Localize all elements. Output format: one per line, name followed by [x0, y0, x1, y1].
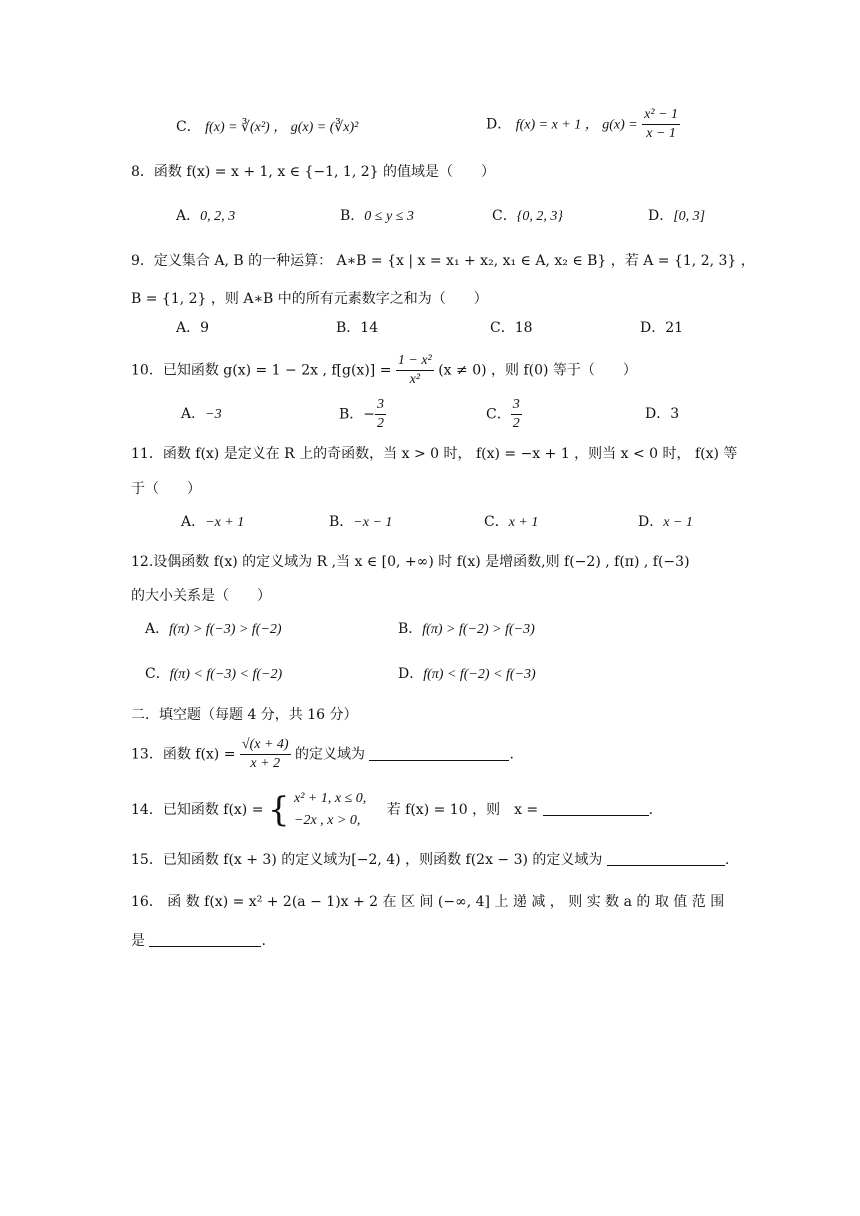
q11-option-c [484, 512, 538, 533]
q10-stem [131, 352, 637, 389]
option-text: −3 [205, 407, 222, 422]
option-label: D． [645, 406, 671, 422]
option-text: 21 [665, 320, 684, 336]
q13-fraction [240, 736, 291, 773]
fraction-numerator: 3 [511, 396, 522, 415]
option-label: A． [181, 406, 206, 422]
q7-option-c-label: C． [176, 119, 201, 135]
q12-stem-line2: 的大小关系是（ ） [131, 588, 271, 604]
option-label: B． [336, 320, 361, 336]
q10-stem-start: 10．已知函数 g(x) = 1 − 2x , f[g(x)] = [131, 362, 392, 379]
option-label: D． [648, 208, 674, 224]
q9-option-c [490, 318, 533, 338]
q10-option-d [645, 404, 679, 424]
fraction-numerator: 1 − x² [396, 352, 434, 371]
q14-stem [131, 788, 653, 832]
option-text: 18 [514, 320, 533, 336]
q13-answer-blank[interactable] [369, 746, 509, 761]
period: . [648, 802, 654, 818]
q11-option-d [638, 512, 693, 533]
q7-option-c [176, 117, 358, 138]
q11-stem-line2: 于（ ） [131, 481, 201, 497]
option-label: C． [145, 666, 170, 682]
q9-option-d [640, 318, 683, 338]
q16-stem-line2 [131, 931, 266, 951]
option-label: A． [145, 621, 170, 637]
option-label: D． [398, 666, 424, 682]
option-label: A． [176, 320, 201, 336]
option-label: B． [339, 406, 364, 423]
q14-piecewise [294, 788, 366, 832]
q7-option-d-fraction [642, 106, 680, 143]
option-label: B． [398, 621, 423, 637]
q7-option-d-math: f(x) = x + 1 ， g(x) = [515, 117, 638, 133]
option-label: C． [484, 514, 509, 530]
q8-option-b [340, 206, 414, 227]
option-text: x − 1 [663, 515, 693, 530]
fraction-denominator: x + 2 [250, 756, 281, 771]
q14-stem-end: 若 f(x) = 10 ，则 x = [386, 802, 539, 818]
piece-1: x² + 1, x ≤ 0, [294, 791, 367, 806]
q10-option-b [339, 396, 386, 433]
q14-stem-start: 14．已知函数 f(x) = [131, 802, 264, 818]
q16-answer-blank[interactable] [149, 932, 261, 947]
q12-option-b [398, 619, 535, 640]
q16-stem-text: 是 [131, 933, 145, 949]
q11-stem-line1: 11．函数 f(x) 是定义在 R 上的奇函数，当 x > 0 时， f(x) = −x + 1 ，则当 x < 0 时， f(x) 等 [131, 446, 738, 462]
option-sign: − [363, 406, 376, 423]
q8-stem: 8．函数 f(x) = x + 1, x ∈ {−1, 1, 2} 的值域是（ ） [131, 164, 495, 180]
option-label: C． [490, 320, 515, 336]
fraction-numerator: 3 [375, 396, 386, 415]
option-label: B． [340, 208, 365, 224]
fraction-denominator: x − 1 [646, 126, 676, 141]
q15-stem-text: 15．已知函数 f(x + 3) 的定义域为[−2, 4) ，则函数 f(2x − 3) 的定义域为 [131, 852, 603, 868]
fraction-denominator: x² [409, 372, 421, 387]
option-text: 3 [670, 406, 680, 422]
fraction-numerator: x² − 1 [642, 106, 680, 125]
option-text: 14 [360, 320, 379, 336]
q12-option-d [398, 664, 536, 685]
q8-option-a [176, 206, 235, 227]
left-brace: { [267, 790, 290, 830]
q12-stem-line1: 12.设偶函数 f(x) 的定义域为 R ,当 x ∈ [0, +∞) 时 f(x) 是增函数,则 f(−2) , f(π) , f(−3) [131, 554, 690, 570]
option-fraction [375, 396, 386, 433]
fraction-numerator: √(x + 4) [240, 736, 291, 755]
period: . [509, 746, 514, 763]
q9-option-b [336, 318, 378, 338]
q8-option-d [648, 206, 705, 227]
q7-option-d [486, 106, 680, 143]
q10-fraction [396, 352, 434, 389]
q13-stem-end: 的定义域为 [295, 746, 366, 763]
option-label: A． [176, 208, 201, 224]
option-text: f(π) < f(−3) < f(−2) [169, 667, 283, 682]
q15-answer-blank[interactable] [607, 851, 725, 866]
option-label: D． [640, 320, 666, 336]
q15-stem [131, 850, 729, 870]
fraction-denominator: 2 [512, 416, 520, 431]
q13-stem-start: 13．函数 f(x) = [131, 746, 236, 763]
option-text: f(π) < f(−2) < f(−3) [423, 667, 536, 682]
option-label: D． [638, 514, 664, 530]
q7-option-d-label: D． [486, 116, 512, 133]
option-text: f(π) > f(−3) > f(−2) [169, 622, 282, 637]
q8-option-c [492, 206, 563, 227]
section-heading: 二．填空题（每题 4 分，共 16 分） [131, 707, 358, 723]
option-text: {0, 2, 3} [516, 209, 563, 224]
option-text: 9 [200, 320, 210, 336]
option-fraction [511, 396, 522, 433]
option-text: [0, 3] [673, 209, 706, 224]
q10-stem-end: (x ≠ 0) ，则 f(0) 等于（ ） [438, 362, 637, 379]
option-text: f(π) > f(−2) > f(−3) [422, 622, 535, 637]
period: . [724, 852, 730, 868]
option-label: C． [486, 406, 511, 423]
piece-2: −2x , x > 0, [294, 813, 361, 828]
q11-option-b [329, 512, 392, 533]
q12-option-a [145, 619, 282, 640]
q12-option-c [145, 664, 282, 685]
option-text: 0 ≤ y ≤ 3 [364, 209, 414, 224]
q16-stem-line1: 16． 函 数 f(x) = x² + 2(a − 1)x + 2 在 区 间 (−∞, 4] 上 递 减 ， 则 实 数 a 的 取 值 范 围 [131, 894, 725, 910]
q13-stem [131, 736, 514, 773]
option-text: x + 1 [508, 515, 539, 530]
option-label: C． [492, 208, 517, 224]
q14-answer-blank[interactable] [543, 801, 649, 816]
fraction-denominator: 2 [377, 416, 385, 431]
option-text: −x − 1 [353, 515, 393, 530]
q9-option-a [176, 318, 209, 338]
q7-option-c-math: f(x) = ∛(x²) ， g(x) = (∛x)² [205, 120, 359, 135]
q10-option-a [181, 404, 222, 425]
option-text: −x + 1 [205, 515, 245, 530]
q11-option-a [181, 512, 244, 533]
period: . [261, 933, 266, 949]
option-text: 0, 2, 3 [200, 209, 236, 224]
option-label: A． [181, 514, 206, 530]
q10-option-c [486, 396, 522, 433]
option-label: B． [329, 514, 354, 530]
q9-stem-line2: B = {1, 2} ，则 A∗B 中的所有元素数字之和为（ ） [131, 291, 488, 307]
q9-stem-line1: 9．定义集合 A, B 的一种运算： A∗B = {x | x = x₁ + x₂, x₁ ∈ A, x₂ ∈ B} ，若 A = {1, 2, 3} ， [131, 253, 755, 269]
